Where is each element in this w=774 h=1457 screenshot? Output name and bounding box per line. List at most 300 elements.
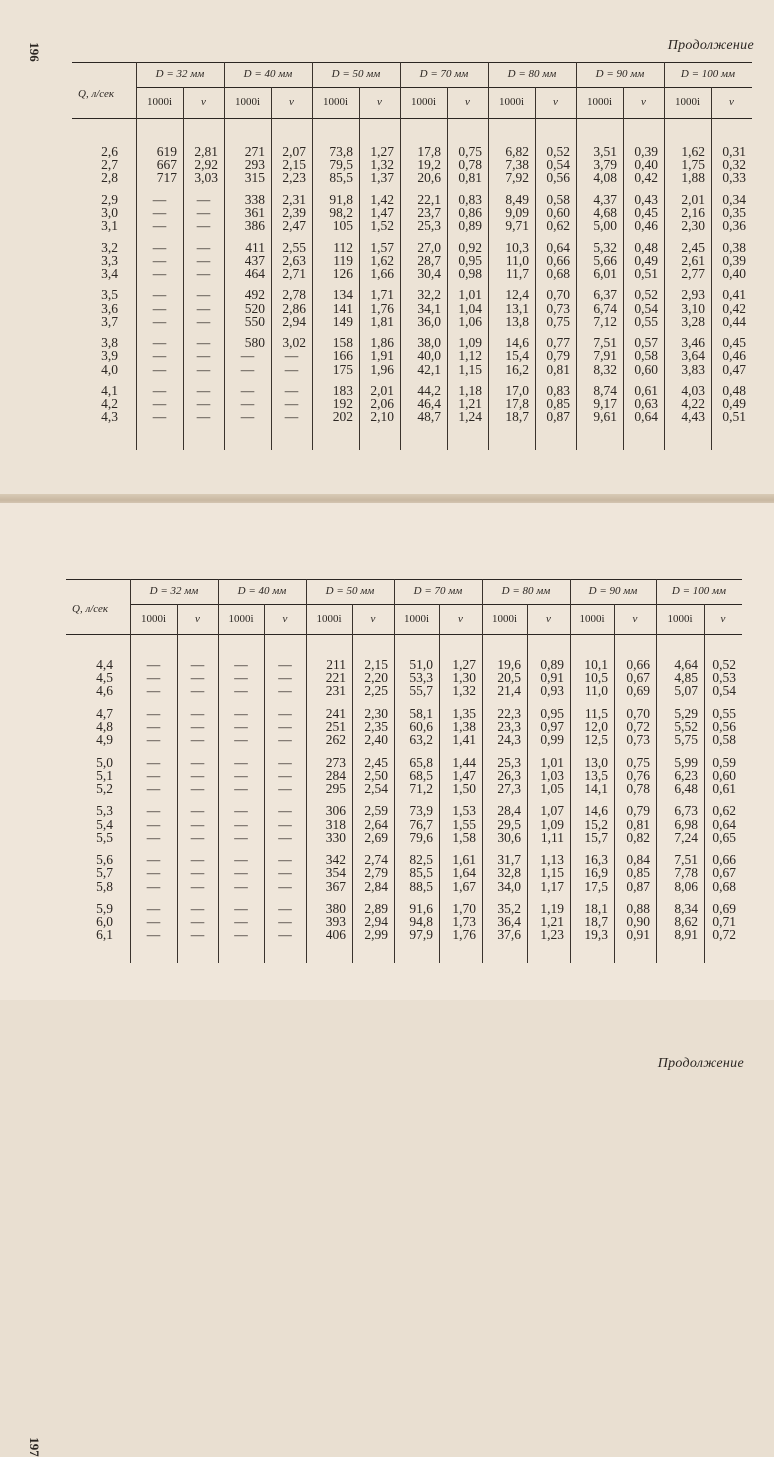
table-cell-loss: 19,2 xyxy=(417,157,441,173)
table-cell-velocity: 0,81 xyxy=(626,816,650,832)
table-cell-velocity: 0,45 xyxy=(634,205,658,220)
table-cell-loss: 192 xyxy=(332,396,353,412)
table-cell-velocity: 0,35 xyxy=(722,205,746,220)
table-cell-loss: 53,3 xyxy=(409,670,433,686)
table-cell-loss: 68,5 xyxy=(409,767,433,783)
table-cell-velocity: 0,57 xyxy=(634,335,658,351)
diameter-group-header: D = 50 мм xyxy=(331,68,381,80)
table-cell-loss: — xyxy=(152,218,167,234)
table-cell-velocity: 0,60 xyxy=(634,361,658,377)
table-cell-velocity: 2,23 xyxy=(282,170,306,186)
table-cell-velocity: 0,36 xyxy=(722,218,746,234)
table-cell-velocity: 1,13 xyxy=(540,852,564,868)
table-cell-velocity: — xyxy=(196,218,211,234)
table-cell-loss: 21,4 xyxy=(497,683,521,699)
table-cell-loss: 98,2 xyxy=(329,205,353,220)
table-cell-velocity: 0,34 xyxy=(722,191,746,207)
table-cell-velocity: 2,01 xyxy=(370,383,394,398)
table-cell-loss: 141 xyxy=(332,300,353,316)
table-cell-velocity: 0,92 xyxy=(458,239,482,255)
q-value: 4,4 xyxy=(96,657,113,672)
table-cell-loss: 36,4 xyxy=(497,914,521,930)
table-cell-loss: 330 xyxy=(325,829,346,845)
table-cell-velocity: 1,55 xyxy=(452,816,476,832)
q-value: 2,9 xyxy=(101,191,118,207)
table-cell-velocity: 0,48 xyxy=(634,239,658,255)
table-cell-loss: 11,0 xyxy=(505,252,529,268)
table-cell-loss: 8,32 xyxy=(593,361,617,377)
table-cell-velocity: — xyxy=(284,396,299,412)
table-cell-loss: — xyxy=(152,300,167,316)
table-cell-velocity: — xyxy=(278,914,292,930)
table-cell-velocity: 1,01 xyxy=(458,287,482,303)
table-cell-velocity: — xyxy=(278,803,292,819)
table-cell-velocity: 0,81 xyxy=(546,361,570,377)
velocity-subheader: v xyxy=(377,96,382,108)
table-cell-loss: 63,2 xyxy=(409,732,433,748)
loss-subheader: 1000i xyxy=(674,96,701,108)
table-cell-loss: — xyxy=(152,287,167,303)
table-cell-velocity: 0,54 xyxy=(712,683,736,699)
table-cell-loss: 183 xyxy=(332,383,353,398)
table-cell-velocity: 0,63 xyxy=(634,396,658,412)
loss-subheader: 1000i xyxy=(586,96,613,108)
table-cell-velocity: 0,58 xyxy=(546,191,570,207)
table-cell-velocity: 0,55 xyxy=(712,705,736,721)
table-cell-loss: 30,6 xyxy=(497,829,521,845)
table-cell-velocity: 0,32 xyxy=(722,157,746,173)
table-cell-velocity: 0,60 xyxy=(546,205,570,220)
table-cell-velocity: 2,10 xyxy=(370,409,394,425)
q-value: 5,6 xyxy=(96,852,113,868)
table-cell-loss: 6,37 xyxy=(593,287,617,303)
table-cell-loss: — xyxy=(152,266,167,281)
velocity-subheader: v xyxy=(729,96,734,108)
table-cell-loss: — xyxy=(146,878,161,894)
loss-subheader: 1000i xyxy=(410,96,437,108)
loss-subheader: 1000i xyxy=(234,96,261,108)
table-cell-velocity: — xyxy=(190,878,205,894)
q-value: 3,3 xyxy=(101,252,118,268)
table-cell-loss: — xyxy=(152,383,167,398)
table-cell-loss: 3,10 xyxy=(681,300,705,316)
table-cell-velocity: 0,67 xyxy=(626,670,650,686)
table-cell-loss: 17,8 xyxy=(505,396,529,412)
table-cell-velocity: — xyxy=(190,754,205,770)
q-value: 5,7 xyxy=(96,865,113,881)
q-value: 5,8 xyxy=(96,878,113,894)
table-cell-velocity: 0,88 xyxy=(626,901,650,916)
table-cell-velocity: — xyxy=(278,927,292,943)
table-cell-loss: 202 xyxy=(332,409,353,425)
table-cell-velocity: 1,09 xyxy=(540,816,564,832)
table-cell-loss: 7,51 xyxy=(674,852,698,868)
table-cell-loss: 8,34 xyxy=(674,901,698,916)
subheader-rule xyxy=(130,604,742,605)
table-cell-loss: — xyxy=(152,205,167,220)
q-value: 2,8 xyxy=(101,170,118,186)
table-cell-loss: — xyxy=(146,852,161,868)
table-cell-loss: 6,74 xyxy=(593,300,617,316)
velocity-subheader: v xyxy=(458,613,463,625)
q-value: 4,1 xyxy=(101,383,118,398)
table-cell-loss: 2,77 xyxy=(681,266,705,281)
table-cell-loss: — xyxy=(234,732,248,748)
table-cell-loss: — xyxy=(234,781,248,796)
table-cell-loss: 354 xyxy=(325,865,346,881)
diameter-group-header: D = 80 мм xyxy=(507,68,557,80)
table-cell-loss: 342 xyxy=(325,852,346,868)
table-cell-loss: 6,23 xyxy=(674,767,698,783)
table-cell-loss: 5,00 xyxy=(593,218,617,234)
table-cell-velocity: 0,83 xyxy=(546,383,570,398)
table-cell-velocity: 2,50 xyxy=(364,767,388,783)
table-cell-velocity: 0,89 xyxy=(540,657,564,672)
table-cell-velocity: — xyxy=(278,732,292,748)
table-cell-loss: 293 xyxy=(244,157,265,173)
table-cell-loss: 7,78 xyxy=(674,865,698,881)
table-cell-loss: 550 xyxy=(244,313,265,329)
table-cell-loss: 112 xyxy=(333,239,353,255)
table-cell-loss: 105 xyxy=(332,218,353,234)
table-cell-loss: 273 xyxy=(325,754,346,770)
table-cell-loss: — xyxy=(240,396,255,412)
table-cell-loss: 26,3 xyxy=(497,767,521,783)
table-cell-velocity: 0,67 xyxy=(712,865,736,881)
table-cell-velocity: 2,15 xyxy=(364,657,388,672)
table-cell-loss: 284 xyxy=(325,767,346,783)
table-cell-velocity: — xyxy=(284,409,299,425)
table-cell-velocity: — xyxy=(278,901,292,916)
table-cell-velocity: 1,91 xyxy=(370,348,394,364)
velocity-subheader: v xyxy=(641,96,646,108)
diameter-group-header: D = 80 мм xyxy=(501,585,551,597)
table-cell-velocity: 0,68 xyxy=(712,878,736,894)
table-cell-velocity: — xyxy=(190,901,205,916)
table-cell-loss: 464 xyxy=(244,266,265,281)
table-cell-loss: 9,09 xyxy=(505,205,529,220)
q-value: 4,5 xyxy=(96,670,113,686)
table-cell-loss: 2,93 xyxy=(681,287,705,303)
table-cell-velocity: 1,32 xyxy=(452,683,476,699)
table-cell-loss: 3,83 xyxy=(681,361,705,377)
table-cell-loss: 295 xyxy=(325,781,346,796)
table-cell-loss: — xyxy=(146,657,161,672)
velocity-subheader: v xyxy=(195,613,200,625)
velocity-subheader: v xyxy=(720,613,726,625)
table-cell-loss: 16,2 xyxy=(505,361,529,377)
q-value: 5,4 xyxy=(96,816,113,832)
table-cell-velocity: 1,76 xyxy=(370,300,394,316)
table-cell-loss: 306 xyxy=(325,803,346,819)
table-cell-velocity: 0,53 xyxy=(712,670,736,686)
table-cell-loss: — xyxy=(146,901,161,916)
table-cell-loss: 3,51 xyxy=(593,144,617,159)
table-cell-velocity: — xyxy=(278,754,292,770)
table-cell-velocity: 0,82 xyxy=(626,829,650,845)
table-cell-loss: 4,68 xyxy=(593,205,617,220)
table-cell-velocity: 1,64 xyxy=(452,865,476,881)
table-cell-loss: 22,3 xyxy=(497,705,521,721)
table-cell-velocity: 0,46 xyxy=(722,348,746,364)
table-cell-loss: 9,71 xyxy=(505,218,529,234)
table-cell-velocity: 2,94 xyxy=(364,914,388,930)
table-cell-loss: 73,9 xyxy=(409,803,433,819)
table-cell-velocity: — xyxy=(278,670,292,686)
table-cell-velocity: 1,21 xyxy=(540,914,564,930)
table-cell-loss: 175 xyxy=(332,361,353,377)
diameter-group-header: D = 50 мм xyxy=(325,585,375,597)
table-cell-velocity: 1,42 xyxy=(370,191,394,207)
loss-subheader: 1000i xyxy=(228,613,254,625)
table-cell-loss: 386 xyxy=(244,218,265,234)
table-cell-velocity: 1,11 xyxy=(540,829,564,845)
table-cell-velocity: 1,15 xyxy=(540,865,564,881)
table-cell-loss: 32,2 xyxy=(417,287,441,303)
table-cell-loss: 211 xyxy=(326,657,346,672)
table-cell-loss: 520 xyxy=(244,300,265,316)
table-cell-loss: 231 xyxy=(325,683,346,699)
q-value: 3,1 xyxy=(101,218,118,234)
q-value: 4,2 xyxy=(101,396,118,412)
velocity-subheader: v xyxy=(632,613,638,625)
page-196 xyxy=(0,0,774,497)
table-cell-velocity: 1,47 xyxy=(452,767,476,783)
page-number: 196 xyxy=(26,42,42,62)
table-cell-velocity: 1,03 xyxy=(540,767,564,783)
table-cell-velocity: — xyxy=(190,705,205,721)
table-cell-velocity: 0,64 xyxy=(712,816,736,832)
diameter-group-header: D = 32 мм xyxy=(149,585,199,597)
table-cell-loss: 241 xyxy=(325,705,346,721)
subheader-rule xyxy=(136,87,752,88)
table-cell-loss: 7,92 xyxy=(505,170,529,186)
velocity-subheader: v xyxy=(282,613,288,625)
table-cell-loss: 16,9 xyxy=(584,865,608,881)
table-cell-velocity: 1,09 xyxy=(458,335,482,351)
table-cell-velocity: 1,24 xyxy=(458,409,482,425)
table-cell-velocity: — xyxy=(284,383,299,398)
table-cell-loss: 4,85 xyxy=(674,670,698,686)
table-cell-velocity: 0,38 xyxy=(722,239,746,255)
velocity-subheader: v xyxy=(465,96,470,108)
table-cell-velocity: — xyxy=(190,657,205,672)
table-cell-loss: 48,7 xyxy=(417,409,441,425)
table-cell-velocity: 0,75 xyxy=(546,313,570,329)
table-cell-velocity: 2,40 xyxy=(364,732,388,748)
table-cell-loss: 94,8 xyxy=(409,914,433,930)
table-cell-loss: 5,66 xyxy=(593,252,617,268)
loss-subheader: 1000i xyxy=(146,96,173,108)
loss-subheader: 1000i xyxy=(316,613,342,625)
table-cell-loss: 134 xyxy=(332,287,353,303)
table-cell-loss: 338 xyxy=(244,191,265,207)
table-cell-velocity: 1,27 xyxy=(452,657,476,672)
table-cell-velocity: 2,45 xyxy=(364,754,388,770)
table-cell-velocity: 2,31 xyxy=(282,191,306,207)
table-cell-velocity: 2,79 xyxy=(364,865,388,881)
table-cell-loss: 18,7 xyxy=(584,914,608,930)
table-cell-velocity: 2,07 xyxy=(282,144,306,159)
table-cell-loss: 19,3 xyxy=(584,927,608,943)
table-cell-velocity: 0,64 xyxy=(634,409,658,425)
q-column-header: Q, л/сек xyxy=(72,603,109,615)
table-cell-velocity: 1,62 xyxy=(370,252,394,268)
table-cell-velocity: — xyxy=(278,865,292,881)
q-value: 6,1 xyxy=(96,927,113,943)
table-cell-velocity: 1,61 xyxy=(452,852,476,868)
table-cell-loss: 492 xyxy=(244,287,265,303)
table-cell-loss: 82,5 xyxy=(409,852,433,868)
table-cell-loss: 97,9 xyxy=(409,927,433,943)
table-cell-velocity: 1,71 xyxy=(370,287,394,303)
table-cell-loss: 262 xyxy=(325,732,346,748)
q-value: 3,4 xyxy=(101,266,118,281)
table-cell-velocity: 0,52 xyxy=(712,657,736,672)
table-cell-loss: 6,98 xyxy=(674,816,698,832)
table-cell-velocity: 0,84 xyxy=(626,852,650,868)
q-value: 3,6 xyxy=(101,300,118,316)
table-cell-loss: 1,75 xyxy=(681,157,705,173)
table-cell-velocity: 2,55 xyxy=(282,239,306,255)
table-cell-loss: 29,5 xyxy=(497,816,521,832)
table-cell-loss: 7,91 xyxy=(593,348,617,364)
table-cell-loss: 3,28 xyxy=(681,313,705,329)
table-cell-loss: 4,08 xyxy=(593,170,617,186)
table-cell-velocity: 1,35 xyxy=(452,705,476,721)
table-cell-loss: 580 xyxy=(244,335,265,351)
diameter-group-header: D = 70 мм xyxy=(413,585,463,597)
table-cell-loss: 25,3 xyxy=(497,754,521,770)
table-cell-velocity: 2,39 xyxy=(282,205,306,220)
table-cell-loss: — xyxy=(152,361,167,377)
table-cell-loss: — xyxy=(152,335,167,351)
table-cell-loss: 12,5 xyxy=(584,732,608,748)
table-cell-velocity: 0,52 xyxy=(634,287,658,303)
header-top-rule xyxy=(66,579,742,580)
table-cell-loss: 166 xyxy=(332,348,353,364)
loss-subheader: 1000i xyxy=(579,613,605,625)
velocity-subheader: v xyxy=(546,613,551,625)
table-cell-velocity: 0,61 xyxy=(712,781,736,796)
table-cell-velocity: 0,39 xyxy=(722,252,746,268)
table-cell-velocity: 0,85 xyxy=(626,865,650,881)
table-cell-velocity: 1,17 xyxy=(540,878,564,894)
table-cell-velocity: 0,59 xyxy=(712,754,736,770)
table-cell-velocity: 1,30 xyxy=(452,670,476,686)
table-cell-loss: 18,7 xyxy=(505,409,529,425)
table-cell-velocity: 0,47 xyxy=(722,361,746,377)
header-top-rule xyxy=(72,62,752,63)
table-cell-velocity: 0,97 xyxy=(540,719,564,734)
table-cell-velocity: 0,79 xyxy=(546,348,570,364)
table-cell-velocity: 0,77 xyxy=(546,335,570,351)
table-cell-loss: 13,8 xyxy=(505,313,529,329)
table-cell-loss: — xyxy=(152,409,167,425)
table-cell-velocity: — xyxy=(278,705,292,721)
table-cell-velocity: 0,64 xyxy=(546,239,570,255)
table-cell-loss: 15,7 xyxy=(584,829,608,845)
table-cell-velocity: 1,19 xyxy=(540,901,564,916)
q-value: 5,1 xyxy=(96,767,113,783)
table-cell-velocity: — xyxy=(278,767,292,783)
table-cell-velocity: — xyxy=(190,914,205,930)
table-cell-loss: 7,38 xyxy=(505,157,529,173)
table-cell-loss: 58,1 xyxy=(409,705,433,721)
q-value: 3,8 xyxy=(101,335,118,351)
q-value: 4,6 xyxy=(96,683,113,699)
loss-subheader: 1000i xyxy=(322,96,349,108)
table-cell-velocity: 0,83 xyxy=(458,191,482,207)
table-cell-velocity: 0,72 xyxy=(712,927,736,943)
table-cell-loss: — xyxy=(152,239,167,255)
table-cell-loss: — xyxy=(234,914,248,930)
table-cell-loss: 79,5 xyxy=(329,157,353,173)
table-cell-velocity: 2,86 xyxy=(282,300,306,316)
table-cell-loss: 85,5 xyxy=(329,170,353,186)
table-cell-velocity: 0,62 xyxy=(712,803,736,819)
table-cell-loss: 10,3 xyxy=(505,239,529,255)
table-cell-velocity: 1,15 xyxy=(458,361,482,377)
table-cell-loss: 11,5 xyxy=(584,705,608,721)
table-cell-velocity: — xyxy=(196,313,211,329)
table-cell-loss: 9,17 xyxy=(593,396,617,412)
table-cell-loss: 5,52 xyxy=(674,719,698,734)
table-cell-loss: 15,2 xyxy=(584,816,608,832)
table-cell-loss: 31,7 xyxy=(497,852,521,868)
table-cell-loss: 6,82 xyxy=(505,144,529,159)
table-cell-loss: 6,73 xyxy=(674,803,698,819)
q-value: 3,0 xyxy=(101,205,118,220)
table-cell-loss: 2,01 xyxy=(681,191,705,207)
table-cell-velocity: — xyxy=(196,266,211,281)
table-cell-velocity: 0,42 xyxy=(722,300,746,316)
table-cell-velocity: 1,23 xyxy=(540,927,564,943)
table-cell-velocity: 1,67 xyxy=(452,878,476,894)
table-cell-velocity: 2,74 xyxy=(364,852,388,868)
table-cell-velocity: 3,02 xyxy=(282,335,306,351)
table-cell-velocity: 3,03 xyxy=(194,170,218,186)
table-cell-loss: 14,1 xyxy=(584,781,608,796)
table-cell-velocity: — xyxy=(190,670,205,686)
table-cell-velocity: 0,87 xyxy=(626,878,650,894)
table-cell-velocity: — xyxy=(278,719,292,734)
table-cell-loss: 35,2 xyxy=(497,901,521,916)
table-cell-velocity: 0,62 xyxy=(546,218,570,234)
table-cell-loss: — xyxy=(234,878,248,894)
table-cell-loss: 16,3 xyxy=(584,852,608,868)
table-cell-velocity: 1,41 xyxy=(452,732,476,748)
table-cell-loss: 251 xyxy=(325,719,346,734)
table-cell-velocity: 0,58 xyxy=(634,348,658,364)
table-cell-loss: 9,61 xyxy=(593,409,617,425)
table-cell-loss: — xyxy=(146,732,161,748)
table-cell-loss: — xyxy=(240,409,255,425)
table-cell-velocity: 0,81 xyxy=(458,170,482,186)
table-cell-loss: 5,99 xyxy=(674,754,698,770)
table-cell-velocity: 0,68 xyxy=(546,266,570,281)
q-value: 5,3 xyxy=(96,803,113,819)
table-cell-loss: — xyxy=(146,683,161,699)
table-cell-velocity: 1,53 xyxy=(452,803,476,819)
table-cell-velocity: 0,79 xyxy=(626,803,650,819)
table-cell-velocity: 0,76 xyxy=(626,767,650,783)
table-cell-velocity: 1,18 xyxy=(458,383,482,398)
q-value: 5,0 xyxy=(96,754,113,770)
table-cell-loss: 13,0 xyxy=(584,754,608,770)
table-cell-velocity: — xyxy=(196,348,211,364)
table-cell-loss: — xyxy=(234,670,248,686)
